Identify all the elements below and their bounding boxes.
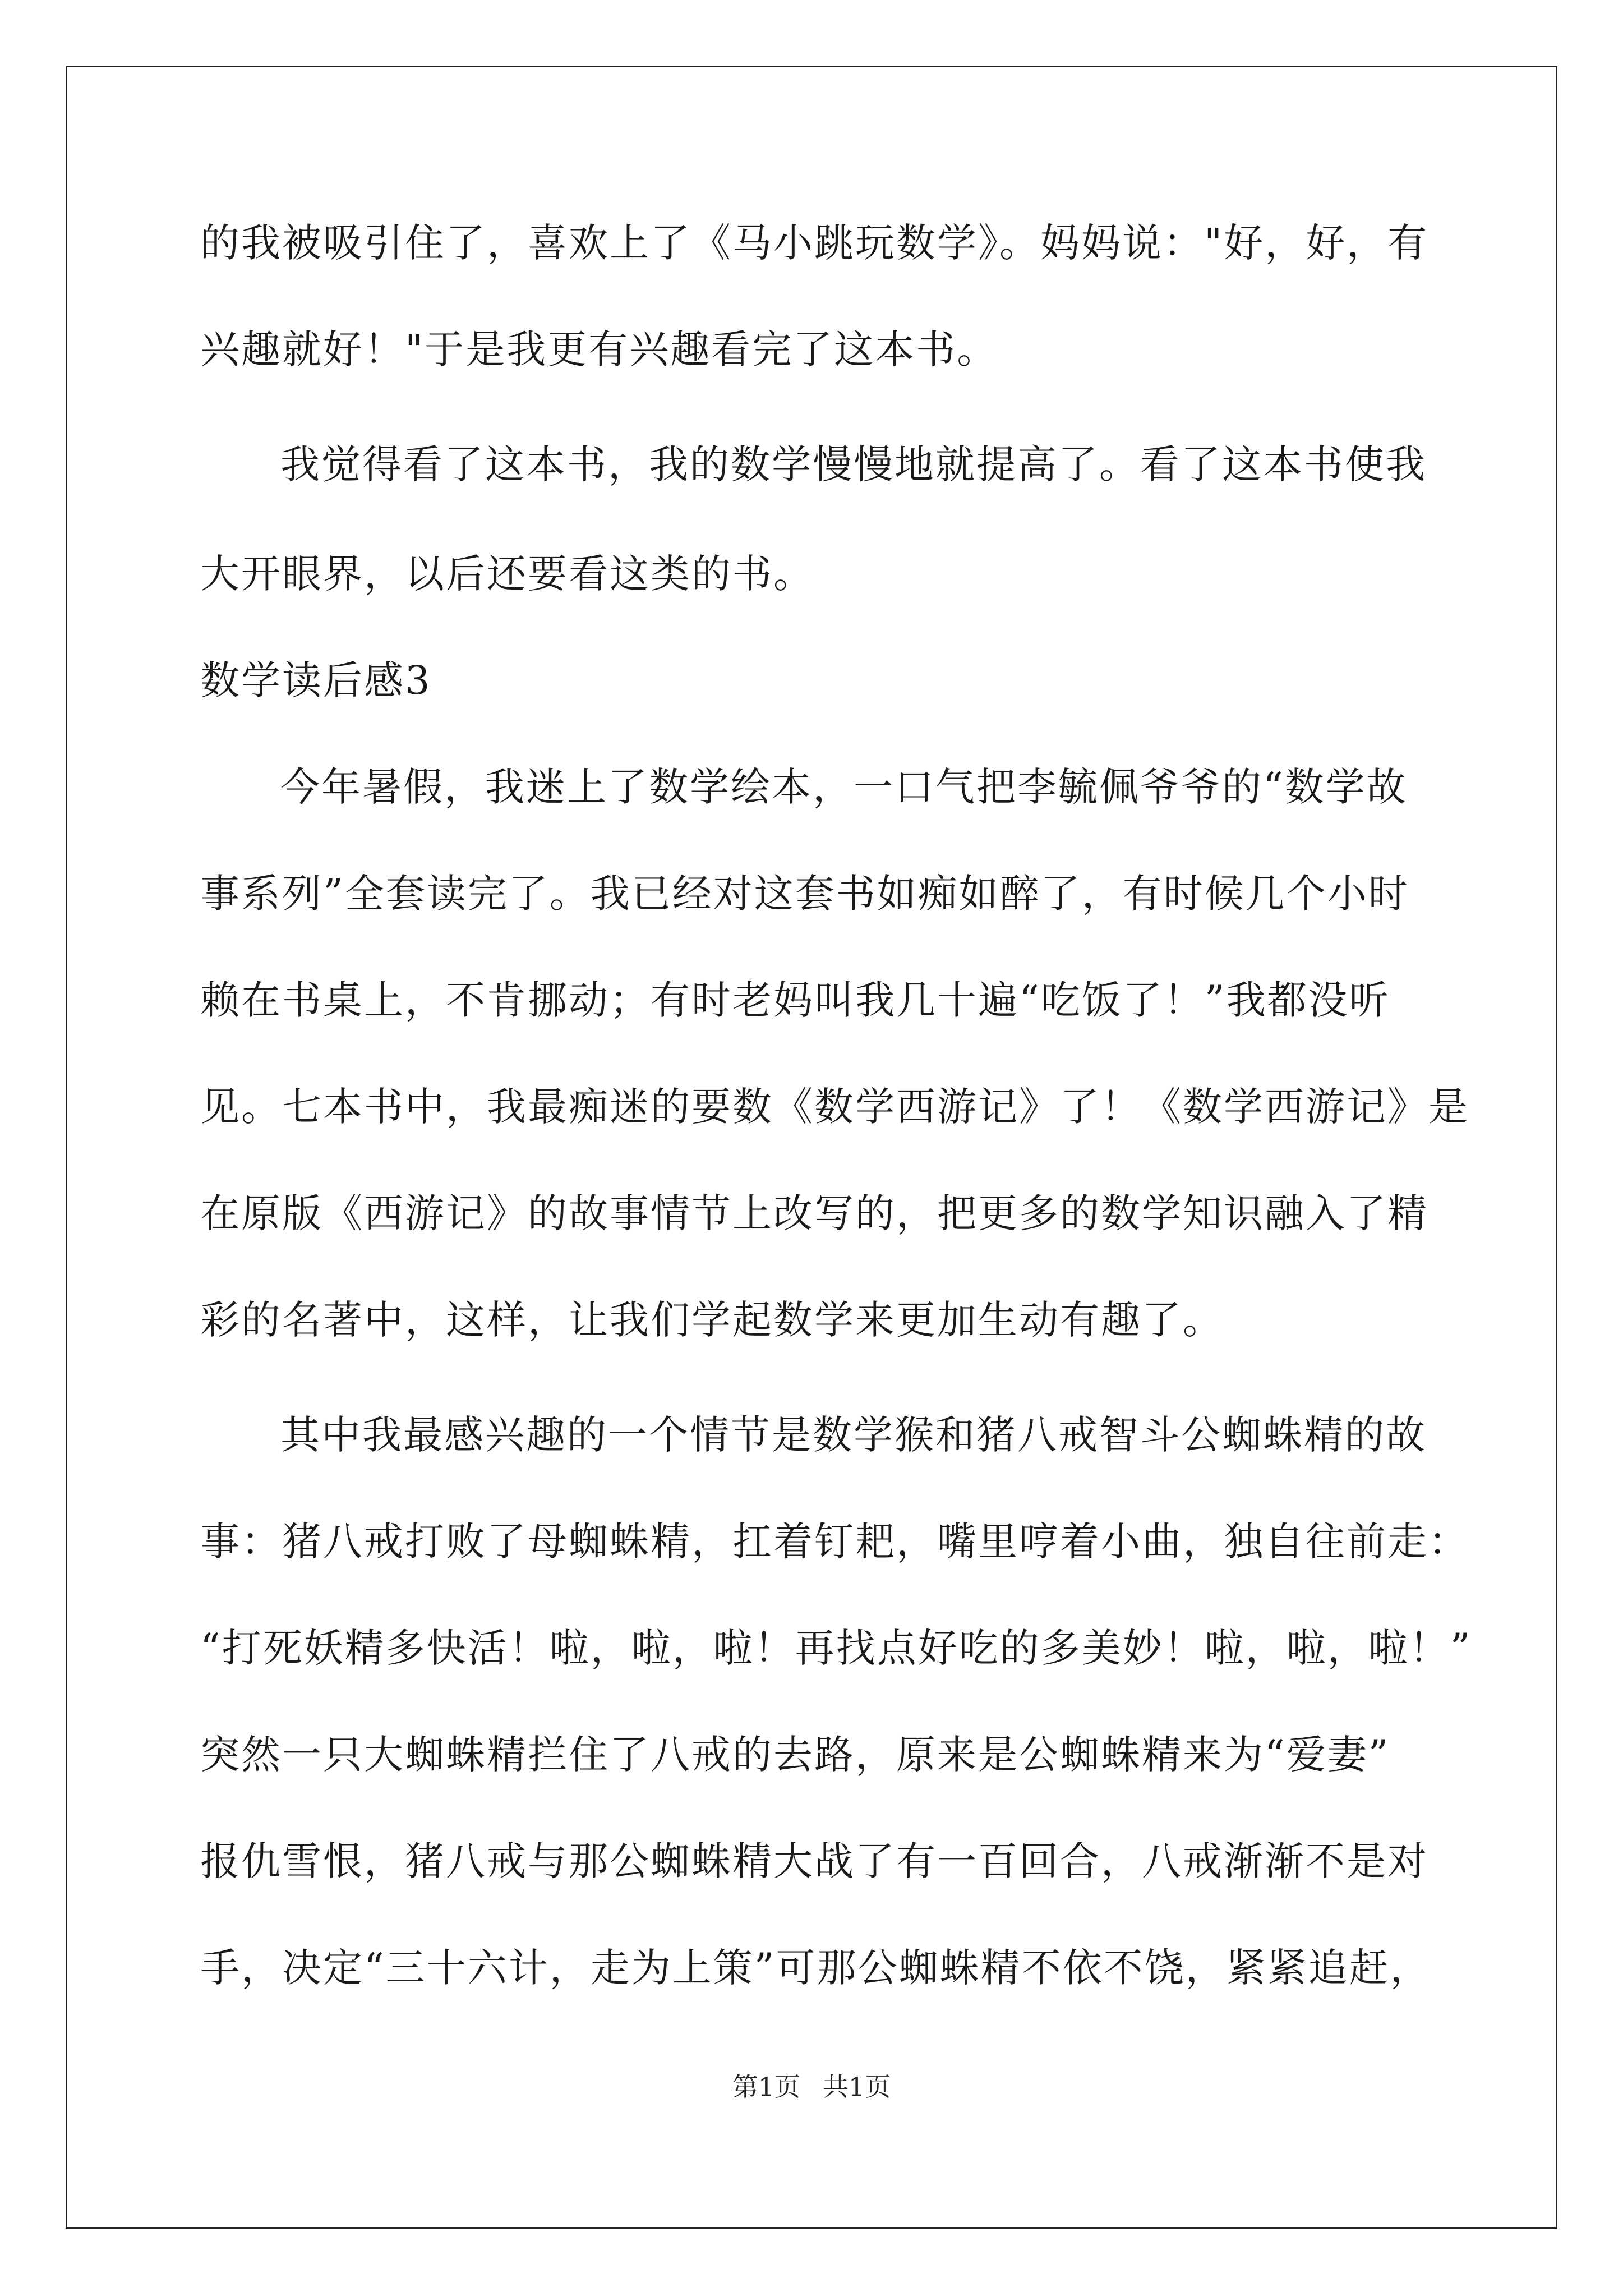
text-line: 事系列”全套读完了。我已经对这套书如痴如醉了，有时候几个小时 <box>200 871 1409 917</box>
text-line: 见。七本书中，我最痴迷的要数《数学西游记》了！《数学西游记》是 <box>200 1084 1469 1130</box>
text-line: 其中我最感兴趣的一个情节是数学猴和猪八戒智斗公蜘蛛精的故 <box>280 1412 1427 1458</box>
text-line: 今年暑假，我迷上了数学绘本，一口气把李毓佩爷爷的“数学故 <box>280 764 1408 810</box>
text-line: 事：猪八戒打败了母蜘蛛精，扛着钉耙，嘴里哼着小曲，独自往前走： <box>200 1519 1469 1565</box>
page-frame <box>66 66 1557 2229</box>
text-line: 手，决定“三十六计，走为上策”可那公蜘蛛精不依不饶，紧紧追赶， <box>200 1945 1431 1991</box>
text-line: 赖在书桌上，不肯挪动；有时老妈叫我几十遍“吃饭了！”我都没听 <box>200 977 1390 1023</box>
text-line: 在原版《西游记》的故事情节上改写的，把更多的数学知识融入了精 <box>200 1190 1428 1236</box>
section-heading: 数学读后感3 <box>200 657 432 703</box>
text-line: 我觉得看了这本书，我的数学慢慢地就提高了。看了这本书使我 <box>280 441 1427 487</box>
page-footer <box>0 2070 1623 2104</box>
text-line: 的我被吸引住了，喜欢上了《马小跳玩数学》。妈妈说："好，好，有 <box>200 220 1429 266</box>
text-line: 兴趣就好！"于是我更有兴趣看完了这本书。 <box>200 326 998 372</box>
text-line: 突然一只大蜘蛛精拦住了八戒的去路，原来是公蜘蛛精来为“爱妻” <box>200 1732 1390 1778</box>
text-line: “打死妖精多快活！啦，啦，啦！再找点好吃的多美妙！啦，啦，啦！” <box>200 1625 1472 1671</box>
page-total: 共1页 <box>823 2072 891 2102</box>
page-number: 第1页 <box>732 2072 800 2102</box>
text-line: 报仇雪恨，猪八戒与那公蜘蛛精大战了有一百回合，八戒渐渐不是对 <box>200 1838 1428 1884</box>
text-line: 彩的名著中，这样，让我们学起数学来更加生动有趣了。 <box>200 1297 1224 1343</box>
text-line: 大开眼界，以后还要看这类的书。 <box>200 551 814 597</box>
